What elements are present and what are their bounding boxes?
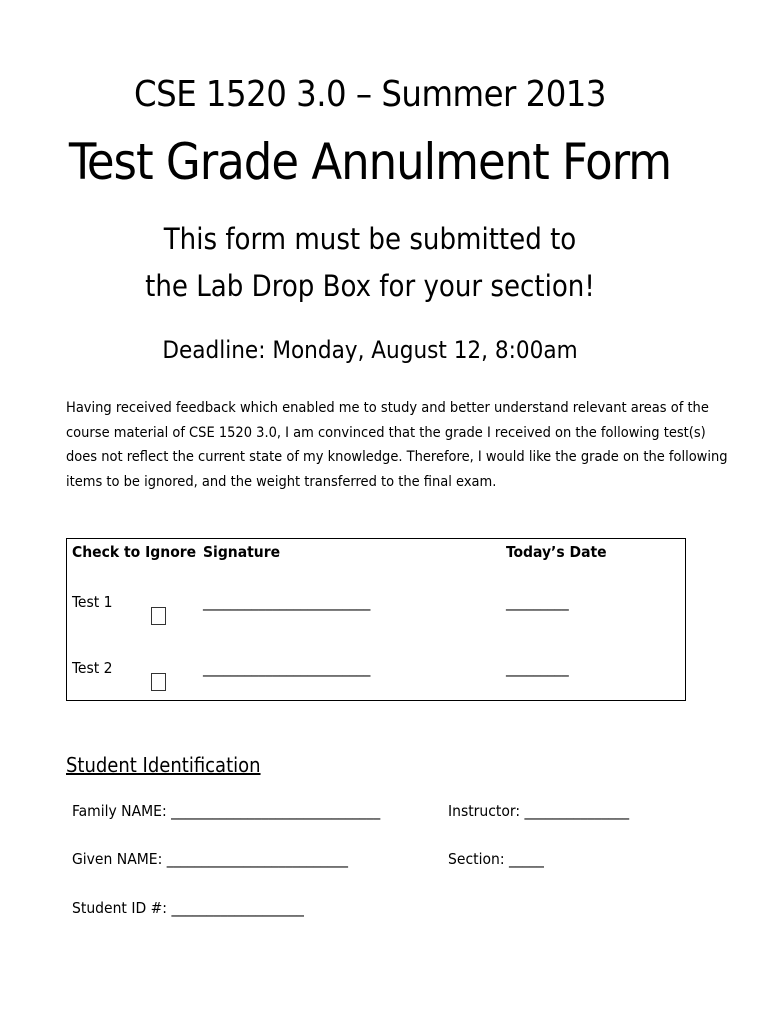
ignore-table [66,538,686,701]
given-name-field[interactable] [72,850,348,868]
family-name-line[interactable]: ______________________________ [171,802,381,820]
test-1-signature-line[interactable]: ________________________ [203,593,371,611]
family-name-field[interactable] [72,802,380,820]
instructor-label: Instructor: [448,802,521,820]
submission-notice-line-1: This form must be submitted to [163,222,577,256]
section-field[interactable] [448,850,544,868]
course-line: CSE 1520 3.0 – Summer 2013 [134,74,606,115]
test-1-date-line[interactable]: _________ [506,593,569,611]
student-id-field[interactable] [72,899,304,917]
given-name-line[interactable]: __________________________ [166,850,348,868]
todays-date-header: Today’s Date [506,543,607,561]
section-line[interactable]: _____ [508,850,544,868]
instructor-line[interactable]: _______________ [524,802,630,820]
section-label: Section: [448,850,505,868]
test-2-checkbox[interactable] [151,673,166,691]
test-2-date-line[interactable]: _________ [506,659,569,677]
test-1-checkbox[interactable] [151,607,166,625]
test-2-label: Test 2 [72,659,113,677]
form-title: Test Grade Annulment Form [68,133,672,191]
instructor-field[interactable] [448,802,629,820]
student-identification-heading: Student Identification [66,753,261,777]
test-2-signature-line[interactable]: ________________________ [203,659,371,677]
signature-header: Signature [203,543,281,561]
given-name-label: Given NAME: [72,850,163,868]
student-id-line[interactable]: ___________________ [171,899,304,917]
deadline: Deadline: Monday, August 12, 8:00am [162,336,578,364]
annulment-statement: Having received feedback which enabled me to study and better understand relevant areas of the course material of CSE 1520 3.0, I am convinced that the grade I received on the following test(s) does not reflect the current state of my knowledge. Therefore, I would like the grade on the following items to be ignored, and the weight transferred to the final exam. [66,400,728,490]
family-name-label: Family NAME: [72,802,167,820]
test-1-label: Test 1 [72,593,113,611]
student-id-label: Student ID #: [72,899,167,917]
check-to-ignore-header: Check to Ignore [72,543,197,561]
submission-notice-line-2: the Lab Drop Box for your section! [145,269,595,303]
